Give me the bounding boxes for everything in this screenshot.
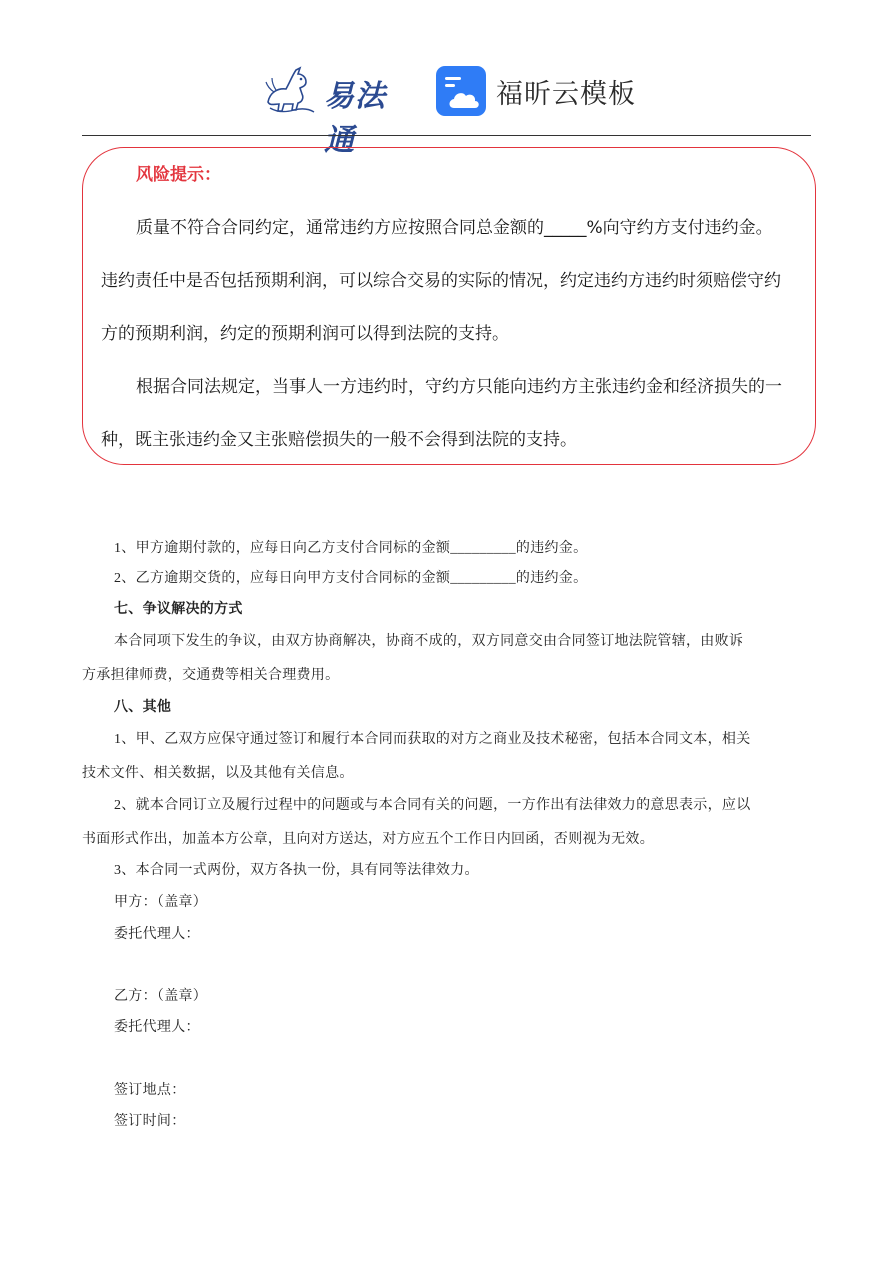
section-heading-dispute: 七、争议解决的方式 [114, 602, 243, 617]
party-a-agent: 委托代理人： [114, 927, 200, 942]
dispute-paragraph-line: 方承担律师费，交通费等相关合理费用。 [82, 668, 340, 683]
dispute-paragraph-line: 本合同项下发生的争议，由双方协商解决，协商不成的，双方同意交由合同签订地法院管辖，由败诉 [114, 634, 744, 649]
party-b-seal: 乙方：（盖章） [114, 989, 208, 1004]
signing-place: 签订地点： [114, 1083, 186, 1098]
unicorn-emblem-icon [262, 62, 322, 116]
risk-notice-line: 违约责任中是否包括预期利润，可以综合交易的实际的情况，约定违约方违约时须赔偿守约 [101, 271, 781, 291]
party-b-agent: 委托代理人： [114, 1020, 200, 1035]
risk-notice-line: 质量不符合合同约定，通常违约方应按照合同总金额的_____%向守约方支付违约金。 [136, 218, 773, 238]
fuxin-logo [436, 64, 636, 118]
fuxin-cloud-icon [436, 66, 486, 116]
header-divider [82, 135, 811, 136]
fuxin-wordmark: 福昕云模板 [496, 78, 636, 110]
other-clause-line: 技术文件、相关数据，以及其他有关信息。 [82, 766, 354, 781]
risk-notice-line: 根据合同法规定，当事人一方违约时，守约方只能向违约方主张违约金和经济损失的一 [136, 377, 782, 397]
party-a-seal: 甲方：（盖章） [114, 895, 208, 910]
risk-notice-line: 种，既主张违约金又主张赔偿损失的一般不会得到法院的支持。 [101, 430, 577, 450]
clause-late-payment: 1、甲方逾期付款的，应每日向乙方支付合同标的金额_________的违约金。 [114, 541, 588, 556]
other-clause-line: 书面形式作出，加盖本方公章，且向对方送达，对方应五个工作日内回函，否则视为无效。 [82, 832, 654, 847]
clause-late-delivery: 2、乙方逾期交货的，应每日向甲方支付合同标的金额_________的违约金。 [114, 571, 588, 586]
risk-notice-line: 方的预期利润，约定的预期利润可以得到法院的支持。 [101, 324, 509, 344]
other-clause-line: 1、甲、乙双方应保守通过签订和履行本合同而获取的对方之商业及技术秘密，包括本合同文本，相关 [114, 732, 751, 747]
risk-notice-box [82, 147, 816, 465]
other-clause-line: 2、就本合同订立及履行过程中的问题或与本合同有关的问题，一方作出有法律效力的意思表示，应以 [114, 798, 751, 813]
yifatong-wordmark: 易法通 [324, 79, 386, 158]
page-header [0, 0, 893, 158]
other-clause-line: 3、本合同一式两份，双方各执一份，具有同等法律效力。 [114, 863, 479, 878]
section-heading-other: 八、其他 [114, 700, 172, 715]
signing-time: 签订时间： [114, 1114, 186, 1129]
risk-notice-title: 风险提示： [136, 165, 221, 185]
yifatong-logo [262, 62, 412, 158]
